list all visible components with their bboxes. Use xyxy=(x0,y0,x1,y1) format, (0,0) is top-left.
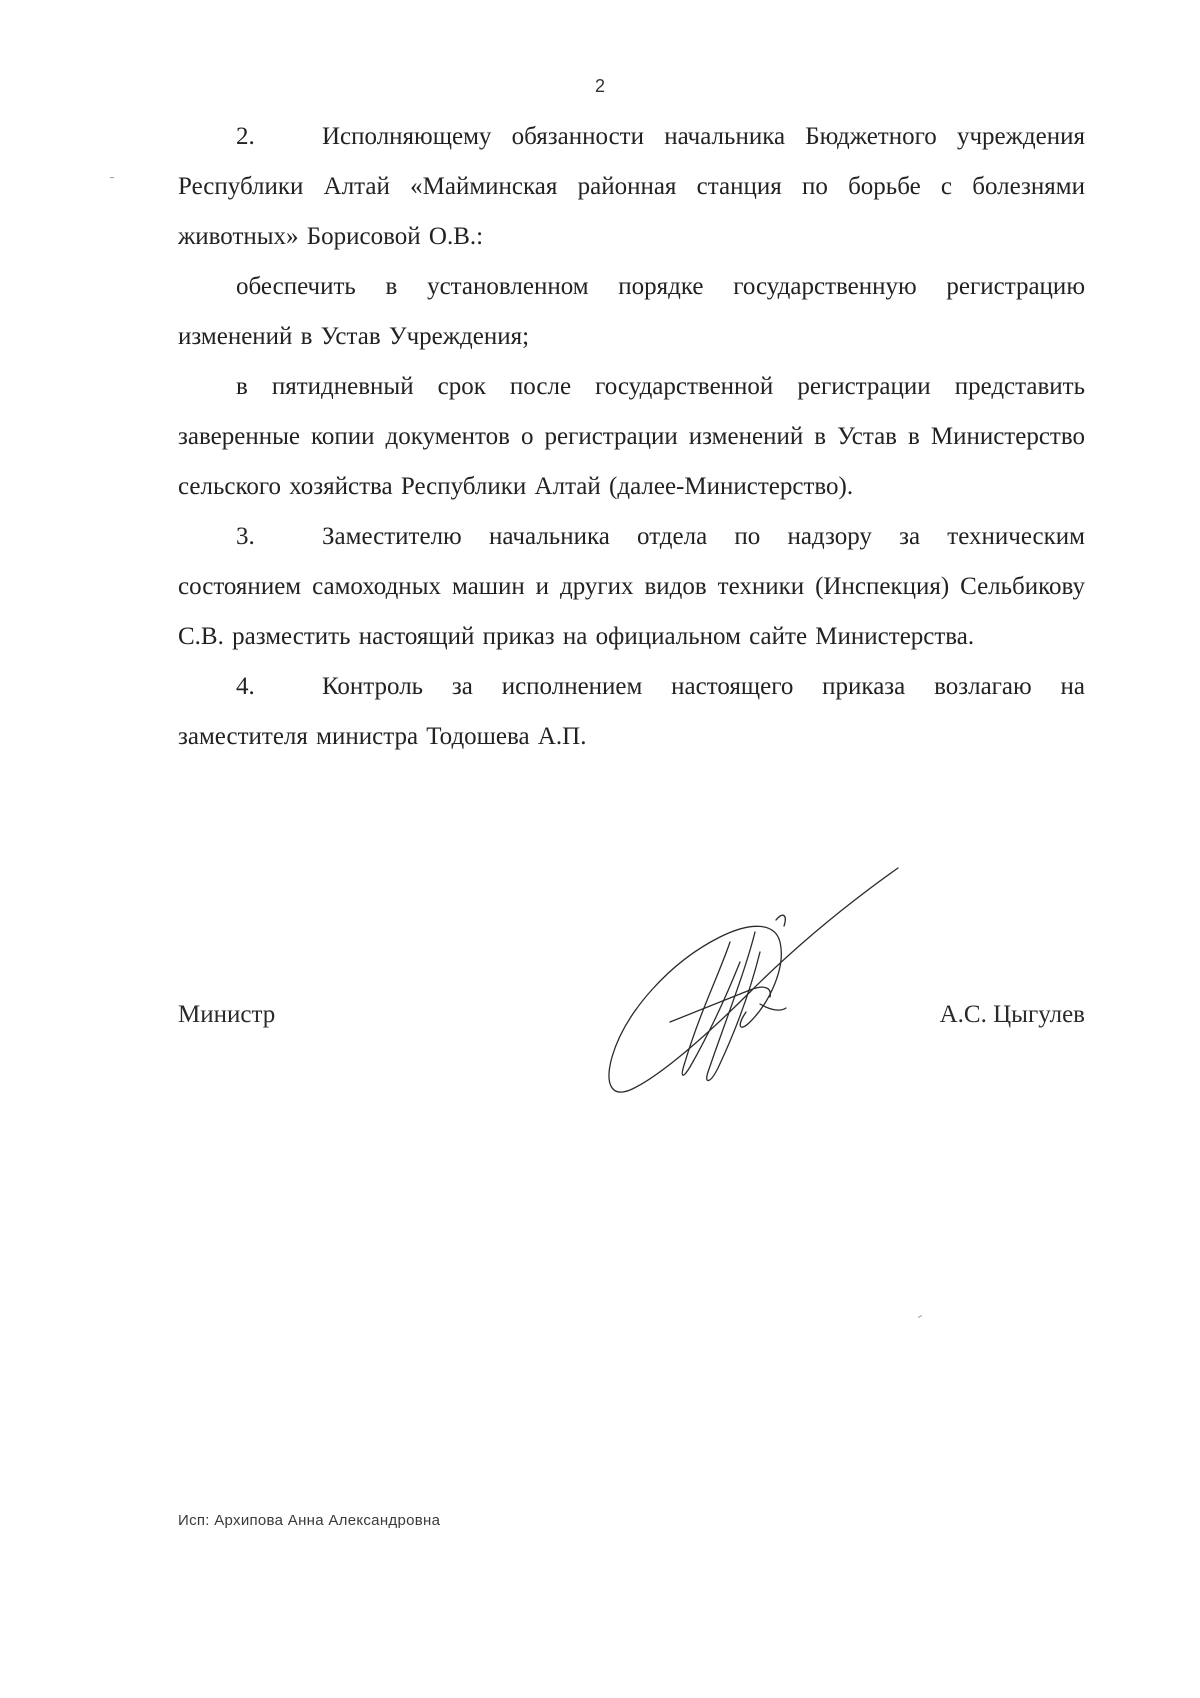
paragraph-3 xyxy=(178,512,1085,662)
paragraph-text: Заместителю начальника отдела по надзору за техническим состоянием самоходных машин и других видов техники (Инспекция) Сельбикову С.В. разместить настоящий приказ на официальном сайте Министерства. xyxy=(178,523,1085,650)
paragraph-4 xyxy=(178,662,1085,762)
paragraph-2-item-2 xyxy=(178,362,1085,512)
signatory-role: Министр xyxy=(178,1001,276,1028)
paragraph-number: 2. xyxy=(236,123,255,150)
paragraph-text: Контроль за исполнением настоящего приказа возлагаю на заместителя министра Тодошева А.П. xyxy=(178,673,1085,750)
handwritten-signature xyxy=(600,862,900,1102)
signature-block xyxy=(178,1001,1085,1037)
paragraph-number: 4. xyxy=(236,673,255,700)
paragraph-text: Исполняющему обязанности начальника Бюджетного учреждения Республики Алтай «Майминская районная станция по борьбе с болезнями животных» Борисовой О.В.: xyxy=(178,123,1085,250)
paragraph-2-item-1 xyxy=(178,262,1085,362)
scan-speck xyxy=(918,1315,922,1318)
paragraph-text: в пятидневный срок после государственной регистрации представить заверенные копии документов о регистрации изменений в Устав в Министерство сельского хозяйства Республики Алтай (далее-Министерство). xyxy=(178,373,1085,500)
scan-speck xyxy=(110,177,114,178)
signatory-name: А.С. Цыгулев xyxy=(939,1001,1085,1028)
paragraph-2 xyxy=(178,112,1085,262)
executor-note: Исп: Архипова Анна Александровна xyxy=(178,1512,441,1529)
paragraph-number: 3. xyxy=(236,523,255,550)
document-body xyxy=(178,112,1085,762)
page-number: 2 xyxy=(594,76,605,96)
paragraph-text: обеспечить в установленном порядке государственную регистрацию изменений в Устав Учреждения; xyxy=(178,273,1085,350)
